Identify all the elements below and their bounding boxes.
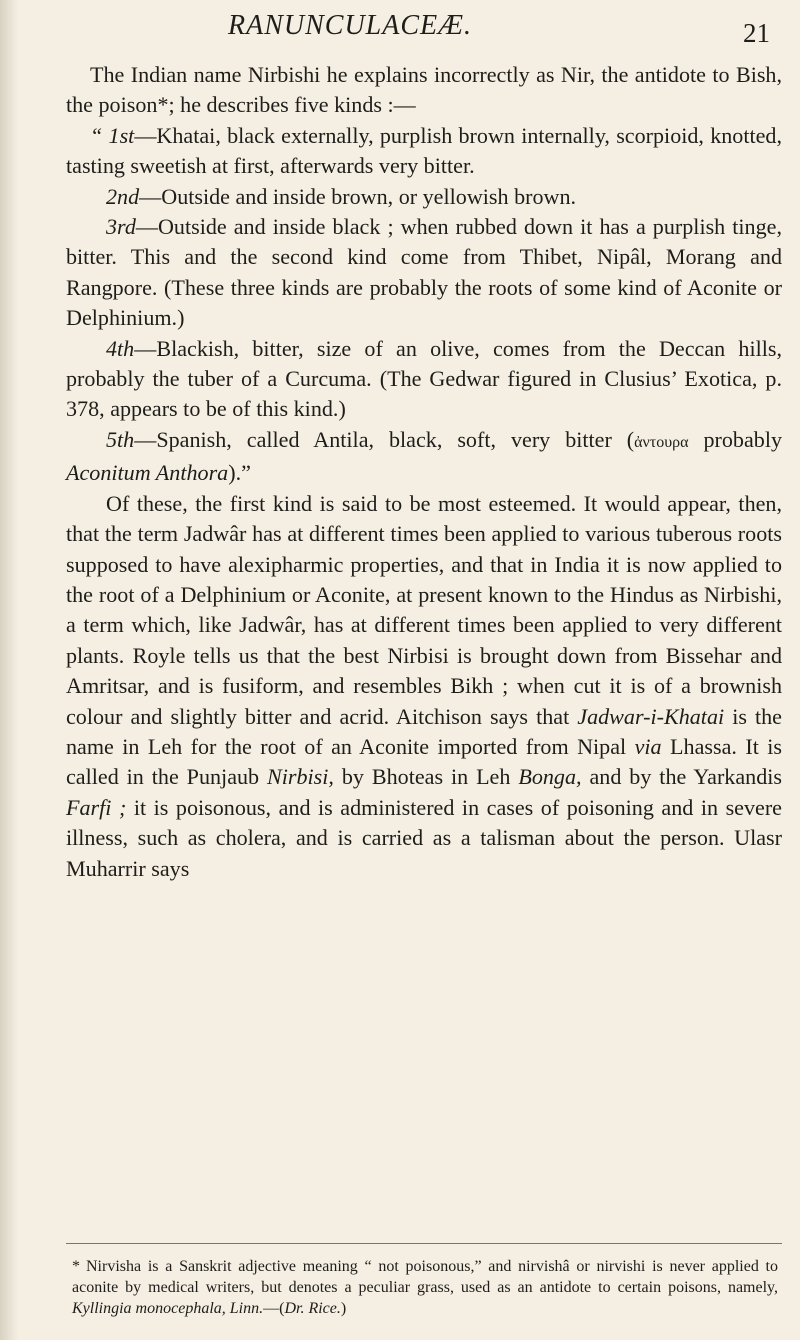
kind-2-label: 2nd bbox=[106, 183, 140, 209]
kind-1-text: —Khatai, black externally, purplish brown internally, scorpioid, knotted, tasting sweetish at first, afterwards very bitter. bbox=[66, 122, 782, 179]
footnote-text-b: —( bbox=[263, 1300, 285, 1317]
main-text-e: and by the Yarkandis bbox=[581, 764, 782, 790]
main-italic-5: Farfi ; bbox=[66, 794, 127, 820]
kind-3-label: 3rd bbox=[106, 214, 136, 240]
kind-1-label: “ 1st bbox=[90, 122, 135, 148]
main-text-d: by Bhoteas in Leh bbox=[333, 764, 519, 790]
kind-5 bbox=[66, 425, 782, 489]
main-text-f: it is poisonous, and is administered in cases of poisoning and in severe illness, such as cholera, and is carried as a talisman about the person. Ulasr Muharrir says bbox=[66, 794, 782, 881]
running-title: RANUNCULACEÆ. bbox=[228, 10, 473, 41]
kind-3-text: —Outside and inside black ; when rubbed down it has a purplish tinge, bitter. This and the second kind come from Thibet, Nipâl, Morang and Rangpore. (These three kinds are probably the roots of some kind of Aconite or Delphinium.) bbox=[66, 214, 782, 331]
footnote-text-c: ) bbox=[340, 1300, 347, 1317]
kind-2-text: —Outside and inside brown, or yellowish brown. bbox=[139, 183, 577, 209]
intro-text: The Indian name Nirbishi he explains incorrectly as Nir, the antidote to Bish, the poison*; he describes five kinds :— bbox=[66, 62, 782, 118]
footnote-italic-1: Kyllingia monocephala, Linn. bbox=[72, 1300, 264, 1317]
page-gutter-shadow bbox=[0, 0, 18, 1340]
main-italic-4: Bonga, bbox=[518, 764, 582, 790]
kind-5-text-b: probably bbox=[688, 426, 783, 452]
main-text-b: is the name in Leh for the root of an Aconite imported from Nipal bbox=[66, 703, 782, 759]
kind-4-label: 4th bbox=[106, 335, 135, 361]
kind-3 bbox=[66, 212, 782, 334]
main-text-c: Lhassa. It is called in the Punjaub bbox=[66, 733, 782, 790]
page-number: 21 bbox=[743, 18, 770, 48]
footnote-text-a: Nirvisha is a Sanskrit adjective meaning “ not poisonous,” and nirvishâ or nirvishi is never applied to aconite by medical writers, but denotes a peculiar grass, used as an antidote to certain poisons, namely, bbox=[72, 1258, 778, 1296]
main-italic-3: Nirbisi, bbox=[267, 764, 334, 790]
kind-5-text-c: ).” bbox=[228, 460, 251, 486]
footnote-rule bbox=[66, 1243, 782, 1244]
paragraph-main bbox=[66, 489, 782, 884]
footnote-italic-2: Dr. Rice. bbox=[284, 1300, 341, 1317]
page-header bbox=[0, 10, 800, 50]
kind-1 bbox=[66, 121, 782, 182]
kind-4-text: —Blackish, bitter, size of an olive, comes from the Deccan hills, probably the tuber of a Curcuma. (The Gedwar figured in Clusius’ Exotica, p. 378, appears to be of this kind.) bbox=[66, 335, 782, 422]
paragraph-intro bbox=[66, 60, 782, 121]
kind-4 bbox=[66, 334, 782, 425]
kind-5-label: 5th bbox=[106, 426, 135, 452]
main-italic-2: via bbox=[634, 733, 662, 759]
kind-5-text-a: —Spanish, called Antila, black, soft, very bitter ( bbox=[134, 426, 635, 452]
footnote bbox=[72, 1256, 778, 1319]
main-italic-1: Jadwar-i-Khatai bbox=[577, 703, 725, 729]
kind-5-species: Aconitum Anthora bbox=[66, 460, 229, 486]
greek-word: ἀντουρα bbox=[634, 433, 689, 451]
kind-2 bbox=[66, 182, 782, 212]
body-text bbox=[66, 60, 782, 884]
footnote-marker: * bbox=[72, 1258, 80, 1275]
main-text-a: Of these, the first kind is said to be most esteemed. It would appear, then, that the term Jadwâr has at different times been applied to various tuberous roots supposed to have alexipharmic properties, and that in India it is now applied to the root of a Delphinium or Aconite, at present known to the Hindus as Nirbishi, a term which, like Jadwâr, has at different times been applied to very different plants. Royle tells us that the best Nirbisi is brought down from Bissehar and Amritsar, and is fusiform, and resembles Bikh ; when cut it is of a brownish colour and slightly bitter and acrid. Aitchison says that bbox=[66, 490, 782, 729]
